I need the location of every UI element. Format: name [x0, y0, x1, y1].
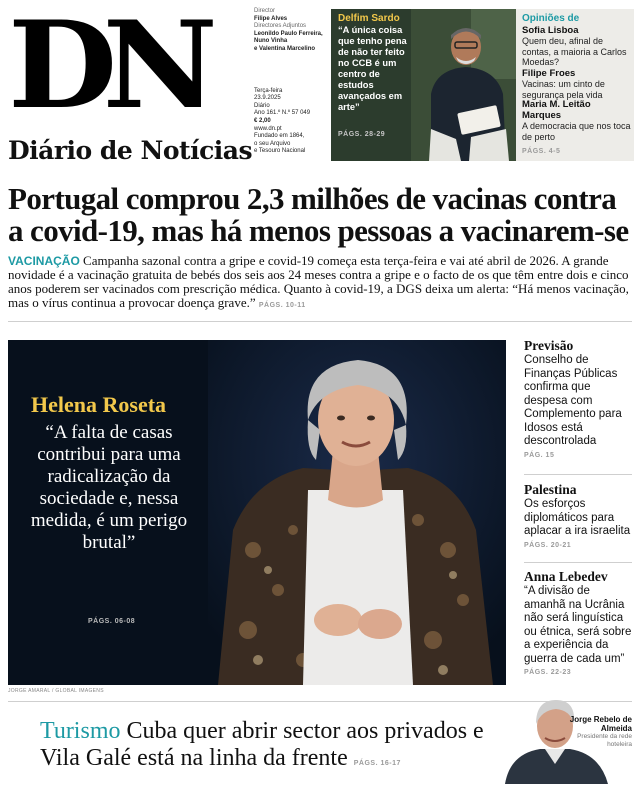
- sidebar-item-text: Conselho de Finanças Públicas confirma que despesa com Complemento para Idosos está descontrolada: [524, 354, 622, 447]
- opinion-item[interactable]: [522, 99, 632, 142]
- bottom-author-role: Presidente da rede hoteleira: [577, 733, 632, 748]
- lead-kicker: VACINAÇÃO: [8, 254, 80, 268]
- divider: [524, 562, 632, 563]
- bottom-page-ref: PÁGS. 16-17: [353, 760, 401, 767]
- bottom-author: [560, 715, 632, 749]
- bottom-kicker: Turismo: [40, 718, 121, 744]
- divider: [524, 474, 632, 475]
- photo-credit: JORGE AMARAL / GLOBAL IMAGENS: [8, 688, 104, 694]
- sidebar-item-title: Previsão: [524, 338, 574, 353]
- sidebar-page-ref: PÁGS. 20-21: [524, 541, 572, 549]
- director: Filipe Alves: [254, 15, 288, 22]
- deputies-2: Nuno Vinha: [254, 38, 288, 45]
- promo-portrait: [411, 9, 516, 161]
- opinions-title: Opiniões de: [522, 13, 580, 24]
- promo-quote: “A única coisa que tenho pena de não ter feito no CCB é um centro de estudos avançados em arte”: [338, 25, 407, 112]
- opinion-author: Filipe Froes: [522, 68, 576, 79]
- issue-price: € 2,00: [254, 117, 271, 124]
- bottom-title: Cuba quer abrir sector aos privados e Vila Galé está na linha da frente: [40, 718, 484, 771]
- opinions-page-ref: PÁGS. 4-5: [522, 148, 561, 155]
- lead-text: Campanha sazonal contra a gripe e covid-19 começa esta terça-feira e vai até abril de 2026. A grande novidade é a vacinação gratuita de bebés dos seis aos 24 meses contra a gripe e o facto de os que têm entre dois e cinco anos poderem ser vacinados com prescrição médica. Quanto à covid-19, a DGS deixa um alerta: “Há menos vacinação, mas o vírus continua a provocar doença grave.”: [8, 253, 629, 310]
- deputy-label: Directores Adjuntos: [254, 23, 307, 30]
- issue-day: Terça-feira: [254, 87, 283, 94]
- issue-frequency: Diário: [254, 102, 270, 109]
- sidebar-page-ref: PÁGS. 22-23: [524, 669, 572, 676]
- lead-page-ref: PÁGS. 10-11: [258, 302, 306, 309]
- founders-2: e Tesouro Nacional: [254, 148, 306, 155]
- deputies-3: e Valentina Marcelino: [254, 45, 316, 52]
- founders: o seu Arquivo: [254, 140, 291, 147]
- lead-paragraph: [8, 254, 636, 313]
- newspaper-name: Diário de Notícias: [8, 136, 253, 165]
- promo-box[interactable]: [331, 9, 516, 161]
- opinions-box: [516, 9, 634, 161]
- dn-logo: [8, 0, 238, 136]
- sidebar-item-palestina[interactable]: [524, 482, 634, 549]
- feature-portrait: [208, 340, 506, 685]
- opinion-text: A democracia que nos toca de perto: [522, 121, 631, 142]
- website-link[interactable]: www.dn.pt: [254, 125, 282, 132]
- promo-name: Delfim Sardo: [338, 13, 400, 24]
- opinion-item[interactable]: [522, 25, 632, 68]
- opinion-author: Maria M. Leitão Marques: [522, 99, 591, 121]
- opinion-text: Quem deu, afinal de contas, a maioria a Carlos Moedas?: [522, 36, 627, 67]
- sidebar-item-text: Os esforços diplomáticos para aplacar a ira israelita: [524, 498, 631, 537]
- feature-name: Helena Roseta: [31, 392, 167, 417]
- bottom-author-name: Jorge Rebelo de Almeida: [569, 715, 632, 733]
- bottom-headline[interactable]: [40, 718, 500, 777]
- logo-letters: DN: [8, 0, 204, 136]
- director-label: Director: [254, 8, 276, 14]
- divider: [8, 321, 632, 322]
- sidebar-item-previsao[interactable]: [524, 338, 634, 459]
- promo-page-ref: PÁGS. 28-29: [338, 131, 386, 138]
- sidebar-item-text: “A divisão de amanhã na Ucrânia não será linguística ou étnica, será sobre a experiência da guerra de cada um”: [524, 585, 632, 665]
- sidebar-item-lebedev[interactable]: [524, 569, 634, 676]
- issue-number: Ano 161.º N.º 57 049: [254, 110, 311, 117]
- feature-quote: “A falta de casas contribui para uma radicalização da sociedade e, nessa medida, é um perigo brutal”: [30, 422, 188, 553]
- deputies-1: Leonildo Paulo Ferreira,: [254, 30, 323, 37]
- sidebar-page-ref: PÁG. 15: [524, 451, 555, 459]
- feature-block[interactable]: [8, 340, 506, 685]
- feature-page-ref: PÁGS. 06-08: [88, 618, 136, 625]
- opinion-author: Sofia Lisboa: [522, 25, 579, 36]
- issue-date: 23.9.2025: [254, 95, 281, 102]
- opinion-text: Vacinas: um cinto de segurança pela vida: [522, 79, 605, 100]
- founded: Fundado em 1864,: [254, 133, 305, 140]
- main-headline[interactable]: Portugal comprou 2,3 milhões de vacinas contra a covid-19, mas há menos pessoas a vacinarem-se: [8, 181, 629, 248]
- sidebar-item-title: Palestina: [524, 482, 577, 497]
- opinion-item[interactable]: [522, 68, 632, 100]
- sidebar-item-title: Anna Lebedev: [524, 569, 608, 584]
- masthead-info: [254, 8, 324, 156]
